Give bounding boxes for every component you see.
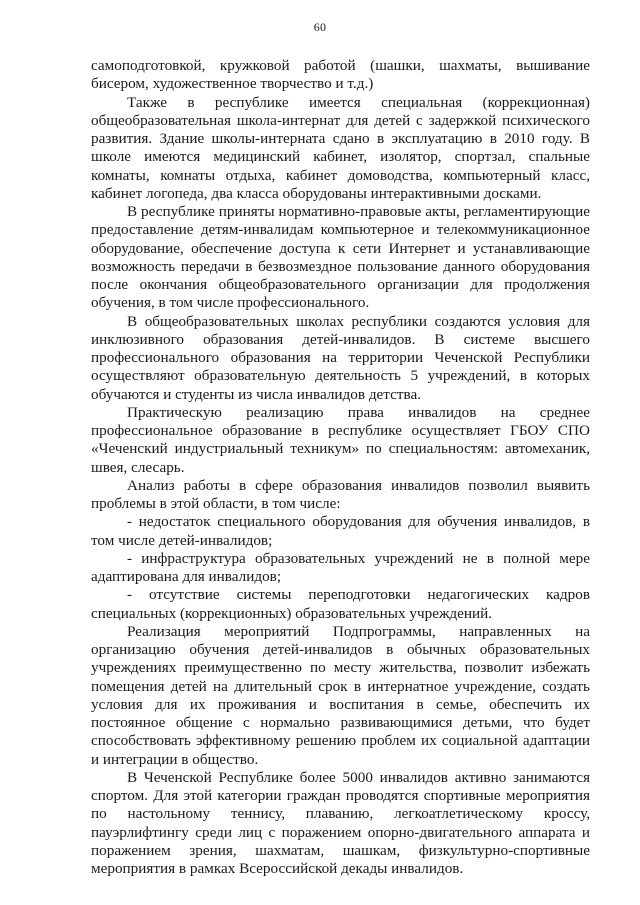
list-item-equipment-shortage: - недостаток специального оборудования для обучения инвалидов, в том числе детей-инвалидов; bbox=[91, 513, 590, 549]
paragraph-vocational-education: Практическую реализацию права инвалидов на среднее профессиональное образование в республике осуществляет ГБОУ СПО «Чеченский индустриальный техникум» по специальностям: автомеханик, швея, слесарь. bbox=[91, 403, 590, 476]
list-item-infrastructure: - инфраструктура образовательных учреждений не в полной мере адаптирована для инвалидов; bbox=[91, 549, 590, 585]
page-number: 60 bbox=[313, 20, 327, 34]
paragraph-boarding-school: Также в республике имеется специальная (коррекционная) общеобразовательная школа-интернат для детей с задержкой психического развития. Здание школы-интерната сдано в эксплуатацию в 2010 году. В школе имеются медицинский кабинет, изолятор, спортзал, спальные комнаты, комнаты отдыха, кабинет домоводства, компьютерный класс, кабинет логопеда, два класса оборудованы интерактивными досками. bbox=[91, 93, 590, 202]
paragraph-sports: В Чеченской Республике более 5000 инвалидов активно занимаются спортом. Для этой категории граждан проводятся спортивные мероприятия по настольному теннису, плаванию, легкоатлетическому кроссу, пауэрлифтингу среди лиц с поражением опорно-двигательного аппарата и поражением зрения, шахматам, шашкам, физкультурно-спортивные мероприятия в рамках Всероссийской декады инвалидов. bbox=[91, 768, 590, 877]
document-body bbox=[91, 57, 590, 878]
paragraph-legal-acts: В республике приняты нормативно-правовые акты, регламентирующие предоставление детям-инвалидам компьютерное и телекоммуникационное оборудование, обеспечение доступа к сети Интернет и устанавливающие возможность передачи в безвозмездное пользование данного оборудования после окончания общеобразовательного организации для продолжения обучения, в том числе профессионального. bbox=[91, 203, 590, 312]
paragraph-analysis-intro: Анализ работы в сфере образования инвалидов позволил выявить проблемы в этой области, в том числе: bbox=[91, 476, 590, 512]
list-item-retraining: - отсутствие системы переподготовки недагогических кадров специальных (коррекционных) образовательных учреждений. bbox=[91, 586, 590, 622]
paragraph-subprogram-implementation: Реализация мероприятий Подпрограммы, направленных на организацию обучения детей-инвалидов в обычных образовательных учреждениях преимущественно по месту жительства, позволит избежать помещения детей на длительный срок в интернатное учреждение, создать условия для их проживания и воспитания в семье, обеспечить их постоянное общение с нормально развивающимися детьми, что будет способствовать эффективному решению проблем их социальной адаптации и интеграции в общество. bbox=[91, 622, 590, 768]
paragraph-continuation-hobbies: самоподготовкой, кружковой работой (шашки, шахматы, вышивание бисером, художественное творчество и т.д.) bbox=[91, 57, 590, 93]
paragraph-inclusive-education: В общеобразовательных школах республики создаются условия для инклюзивного образования детей-инвалидов. В системе высшего профессионального образования на территории Чеченской Республики осуществляют образовательную деятельность 5 учреждений, в которых обучаются и студенты из числа инвалидов детства. bbox=[91, 312, 590, 403]
